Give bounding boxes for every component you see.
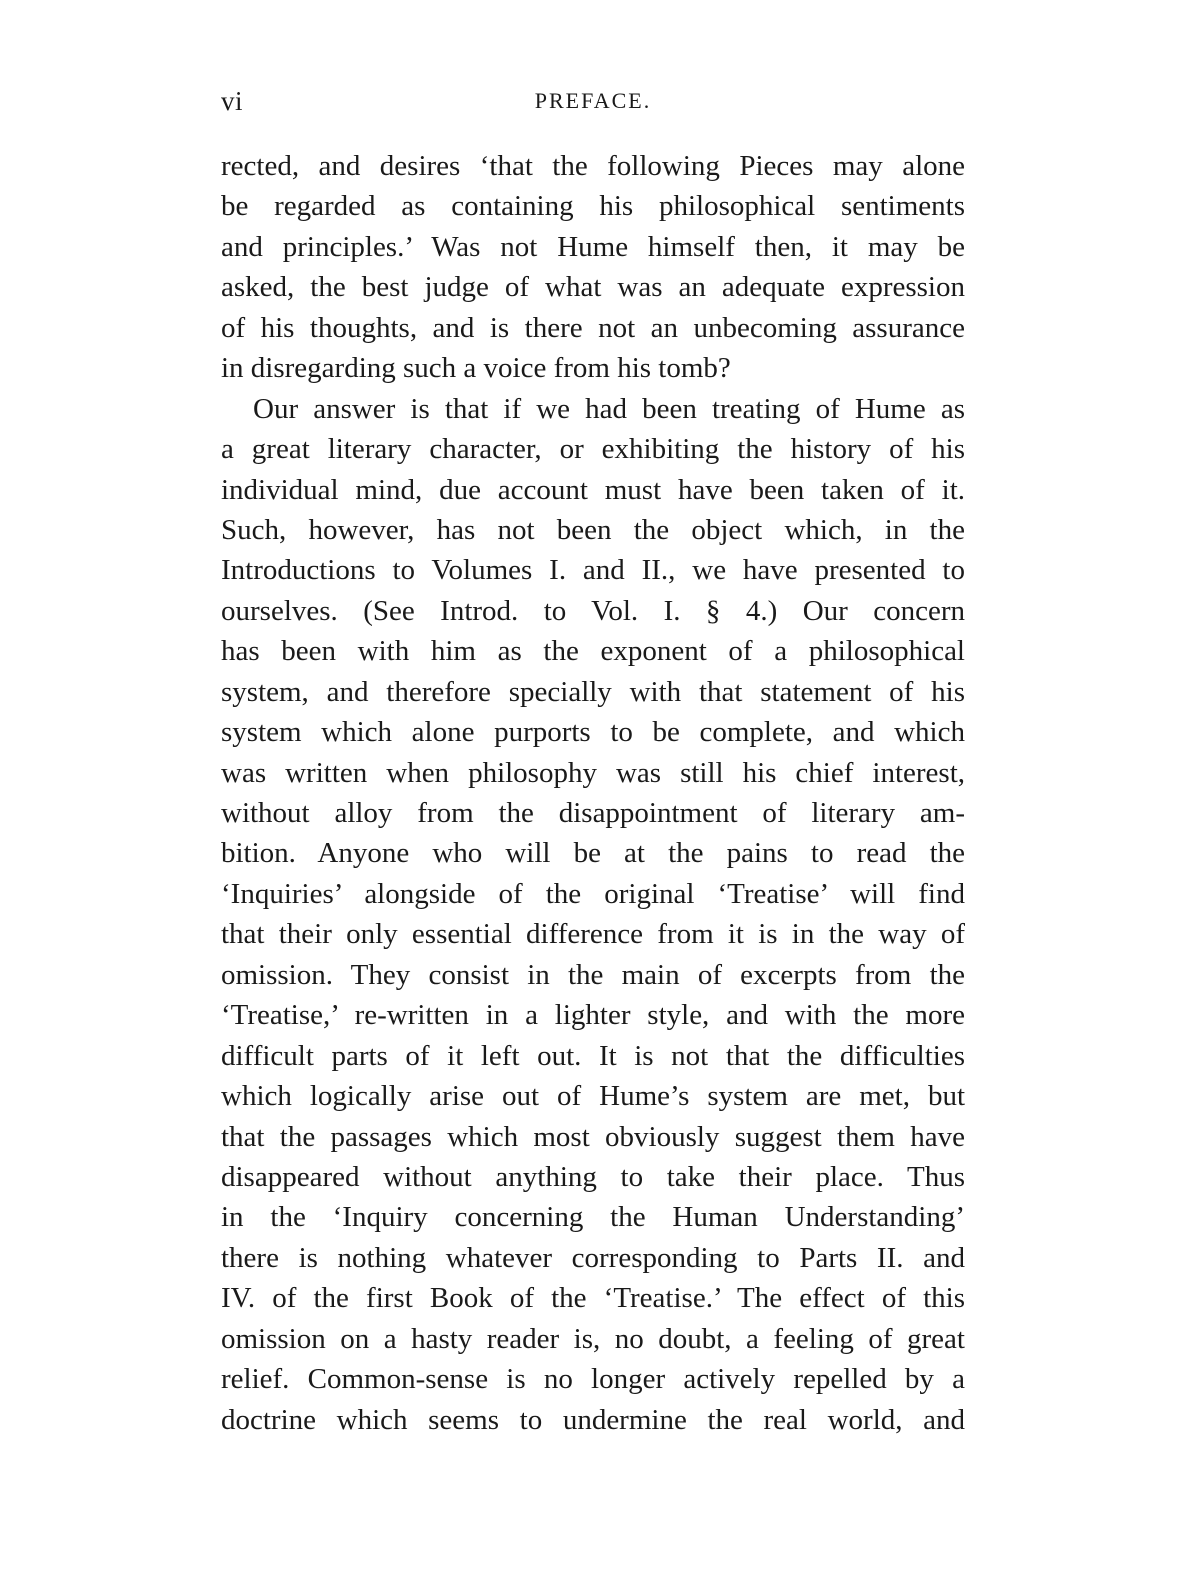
- running-head: PREFACE.: [534, 88, 652, 113]
- text-line: a great literary character, or exhibiting the history of his: [221, 433, 965, 466]
- text-line: in disregarding such a voice from his tomb?: [221, 352, 731, 385]
- text-line: ‘Treatise,’ re-written in a lighter style, and with the more: [221, 999, 965, 1032]
- text-line: that the passages which most obviously suggest them have: [221, 1120, 965, 1153]
- text-line: system, and therefore specially with that statement of his: [221, 675, 965, 708]
- text-line: Introductions to Volumes I. and II., we have presented to: [221, 554, 965, 587]
- text-line: was written when philosophy was still his chief interest,: [221, 756, 965, 789]
- text-line: ‘Inquiries’ alongside of the original ‘Treatise’ will find: [221, 877, 965, 910]
- text-line: difficult parts of it left out. It is not that the difficulties: [221, 1039, 965, 1072]
- text-line: of his thoughts, and is there not an unbecoming assurance: [221, 311, 965, 344]
- text-line: system which alone purports to be complete, and which: [221, 716, 965, 749]
- text-line: ourselves. (See Introd. to Vol. I. § 4.) Our concern: [221, 594, 965, 627]
- text-line: Such, however, has not been the object which, in the: [221, 513, 965, 546]
- text-line: omission. They consist in the main of excerpts from the: [221, 958, 965, 991]
- text-line: Our answer is that if we had been treating of Hume as: [253, 392, 965, 425]
- text-line: without alloy from the disappointment of literary am-: [221, 797, 965, 829]
- text-line: omission on a hasty reader is, no doubt, a feeling of great: [221, 1322, 965, 1355]
- text-line: that their only essential difference from it is in the way of: [221, 918, 965, 951]
- text-line: disappeared without anything to take their place. Thus: [221, 1160, 965, 1193]
- text-line: in the ‘Inquiry concerning the Human Understanding’: [221, 1201, 965, 1234]
- text-line: rected, and desires ‘that the following Pieces may alone: [221, 150, 965, 182]
- text-line: has been with him as the exponent of a philosophical: [221, 635, 965, 668]
- text-line: there is nothing whatever corresponding to Parts II. and: [221, 1241, 965, 1274]
- text-line: doctrine which seems to undermine the real world, and: [221, 1403, 965, 1436]
- text-line: and principles.’ Was not Hume himself then, it may be: [221, 230, 965, 263]
- text-line: bition. Anyone who will be at the pains to read the: [221, 837, 965, 870]
- page-header: [221, 86, 965, 126]
- text-line: relief. Common-sense is no longer actively repelled by a: [221, 1363, 965, 1396]
- page-number: vi: [221, 86, 244, 116]
- body-text: [221, 146, 965, 1440]
- text-line: IV. of the first Book of the ‘Treatise.’ The effect of this: [221, 1282, 965, 1315]
- text-line: individual mind, due account must have been taken of it.: [221, 473, 965, 506]
- text-line: be regarded as containing his philosophical sentiments: [221, 190, 965, 223]
- text-line: asked, the best judge of what was an adequate expression: [221, 271, 965, 304]
- text-line: which logically arise out of Hume’s system are met, but: [221, 1080, 965, 1113]
